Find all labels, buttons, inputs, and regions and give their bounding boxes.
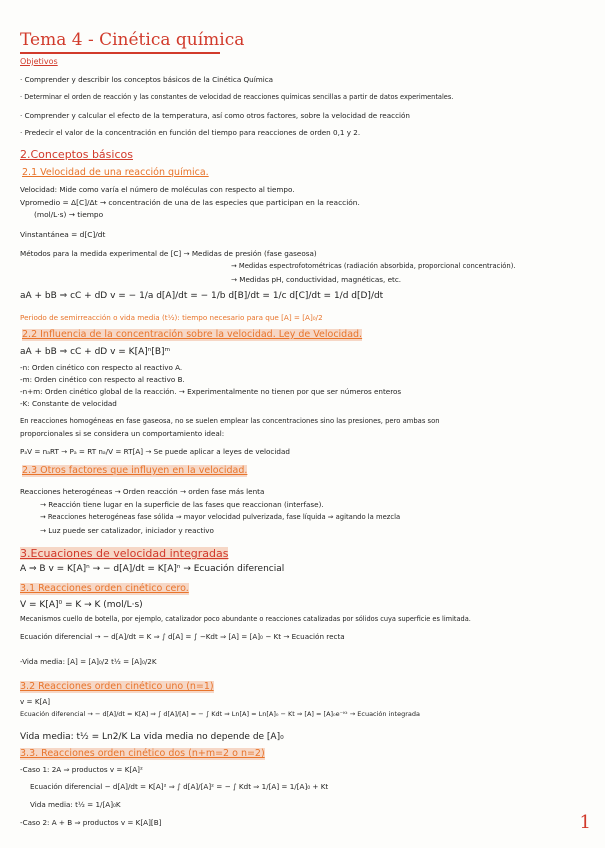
s33-line: Vida media: t½ = 1/[A]₀K [30,800,121,809]
s22-line: -m: Orden cinético con respecto al reactivo B. [20,375,185,384]
section-3-2-heading: 3.2 Reacciones orden cinético uno (n=1) [20,681,214,692]
s31-line: V = K[A]⁰ = K → K (mol/L·s) [20,600,143,610]
s21-line: → Medidas espectrofotométricas (radiación absorbida, proporcional concentración). [231,262,516,270]
s22-line: En reacciones homogéneas en fase gaseosa, no se suelen emplear las concentraciones sino las presiones, pero ambas son [20,417,440,425]
s22-line: aA + bB ⇒ cC + dD v = K[A]ⁿ[B]ᵐ [20,347,171,357]
s23-line: Reacciones heterogéneas → Orden reacción → orden fase más lenta [20,487,265,496]
s33-line: -Caso 2: A + B ⇒ productos v = K[A][B] [20,818,162,827]
section-2-2-heading: 2.2 Influencia de la concentración sobre la velocidad. Ley de Velocidad. [22,329,363,340]
section-3-heading: 3.Ecuaciones de velocidad integradas [20,547,229,560]
s3-intro: A ⇒ B v = K[A]ⁿ → − d[A]/dt = K[A]ⁿ → Ecuación diferencial [20,564,285,574]
s21-line: Velocidad: Mide como varía el número de moléculas con respecto al tiempo. [20,185,295,194]
s22-line: -n: Orden cinético con respecto al reactivo A. [20,363,183,372]
s21-line: → Medidas pH, conductividad, magnéticas, etc. [231,275,402,284]
s22-line: -n+m: Orden cinético global de la reacción. → Experimentalmente no tienen por que ser números enteros [20,387,402,396]
s32-line: Ecuación diferencial → − d[A]/dt = K[A] ⇒ ∫ d[A]/[A] = − ∫ Kdt ⇒ Ln[A] = Ln[A]₀ − Kt ⇒ [A] = [A]₀e⁻ᴷᵗ → Ecuación integrada [20,710,420,718]
objectives-heading: Objetivos [20,57,58,66]
s23-line: → Luz puede ser catalizador, iniciador y reactivo [40,526,214,535]
section-2-1-heading: 2.1 Velocidad de una reacción química. [22,167,209,178]
s22-line: proporcionales si se considera un comportamiento ideal: [20,429,225,438]
s32-line: Vida media: t½ = Ln2/K La vida media no depende de [A]₀ [20,732,284,742]
s21-line: Métodos para la medida experimental de [C] → Medidas de presión (fase gaseosa) [20,249,317,258]
s21-line: Vinstantánea = d[C]/dt [20,230,106,239]
section-2-heading: 2.Conceptos básicos [20,148,133,161]
title-underline [20,52,220,54]
objective-item: · Comprender y calcular el efecto de la temperatura, así como otros factores, sobre la velocidad de reacción [20,111,410,120]
rate-equation: aA + bB ⇒ cC + dD v = − 1/a d[A]/dt = − 1/b d[B]/dt = 1/c d[C]/dt = 1/d d[D]/dt [20,291,384,301]
s21-line: (mol/L·s) → tiempo [34,210,104,219]
objective-item: · Predecir el valor de la concentración en función del tiempo para reacciones de orden 0,1 y 2. [20,128,361,137]
section-3-3-heading: 3.3. Reacciones orden cinético dos (n+m=2 o n=2) [20,748,265,759]
s33-line: -Caso 1: 2A ⇒ productos v = K[A]² [20,765,143,774]
page-title: Tema 4 - Cinética química [20,30,245,50]
s22-line: PₐV = nₐRT → Pₐ = RT nₐ/V = RT[A] → Se puede aplicar a leyes de velocidad [20,447,290,456]
s31-line: Ecuación diferencial → − d[A]/dt = K ⇒ ∫ d[A] = ∫ −Kdt ⇒ [A] = [A]₀ − Kt → Ecuación recta [20,632,345,641]
s32-line: v = K[A] [20,697,51,706]
s21-line: Vpromedio = Δ[C]/Δt → concentración de una de las especies que participan en la reacción. [20,198,360,207]
section-2-3-heading: 2.3 Otros factores que influyen en la velocidad. [22,465,248,476]
half-life-label: Periodo de semirreacción o vida media (t½): tiempo necesario para que [A] = [A]₀/2 [20,313,323,322]
s31-line: Mecanismos cuello de botella, por ejemplo, catalizador poco abundante o reacciones catalizadas por sólidos cuya superficie es limitada. [20,615,471,623]
s22-line: -K: Constante de velocidad [20,399,117,408]
s33-line: Ecuación diferencial − d[A]/dt = K[A]² ⇒ ∫ d[A]/[A]² = − ∫ Kdt ⇒ 1/[A] = 1/[A]₀ + Kt [30,782,329,791]
s23-line: → Reacción tiene lugar en la superficie de las fases que reaccionan (interfase). [40,500,324,509]
objective-item: · Comprender y describir los conceptos básicos de la Cinética Química [20,75,274,84]
s23-line: → Reacciones heterogéneas fase sólida ⇒ mayor velocidad pulverizada, fase líquida ⇒ agitando la mezcla [40,513,401,521]
half-life-line [20,313,323,322]
section-3-1-heading: 3.1 Reacciones orden cinético cero. [20,583,189,594]
s31-line: -Vida media: [A] = [A]₀/2 t½ = [A]₀/2K [20,657,157,666]
page-number: 1 [579,812,591,833]
objective-item: · Determinar el orden de reacción y las constantes de velocidad de reacciones químicas sencillas a partir de datos experimentales. [20,93,454,101]
